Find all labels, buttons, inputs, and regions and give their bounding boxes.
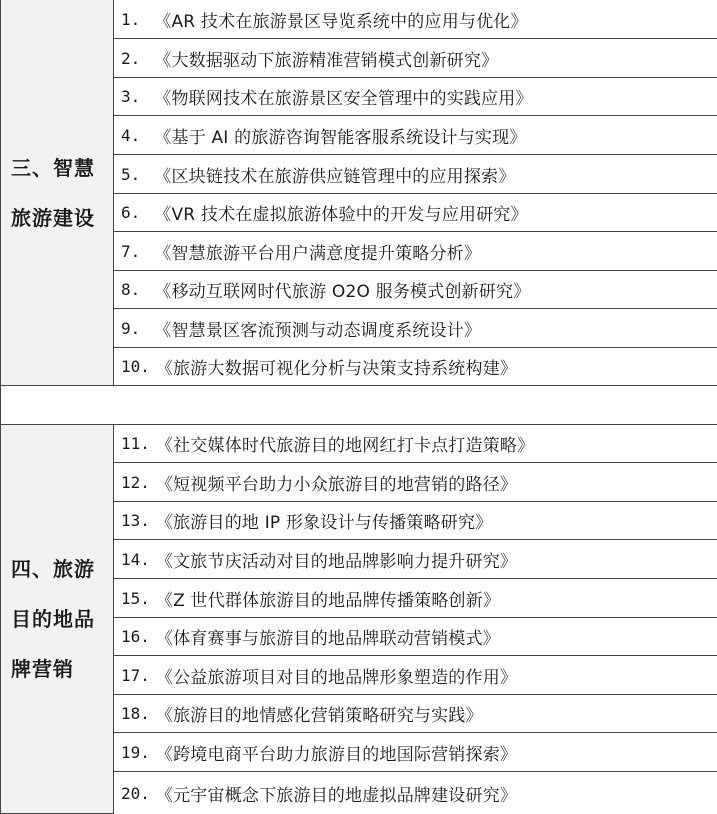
item-title: 《跨境电商平台助力旅游目的地国际营销探索》 (155, 744, 518, 765)
table-row (113, 502, 717, 540)
item-title: 《基于 AI 的旅游咨询智能客服系统设计与实现》 (154, 127, 527, 148)
item-number: 9. (121, 318, 141, 338)
item-title: 《社交媒体时代旅游目的地网红打卡点打造策略》 (155, 436, 535, 456)
table-row (113, 39, 717, 78)
category-label (11, 143, 95, 243)
item-number: 3. (121, 87, 141, 106)
item-number: 1. (121, 9, 141, 29)
item-title: 《旅游目的地情感化营销策略研究与实践》 (155, 706, 483, 726)
table-row (113, 618, 717, 656)
table-row (113, 155, 717, 194)
item-number: 6. (121, 203, 141, 222)
item-title: 《VR 技术在虚拟旅游体验中的开发与应用研究》 (154, 205, 528, 225)
item-number: 16. (121, 627, 150, 646)
item-number: 4. (121, 125, 141, 145)
item-number: 11. (121, 434, 150, 453)
category-line: 目的地品 (11, 607, 95, 631)
item-title: 《Z 世代群体旅游目的地品牌传播策略创新》 (155, 590, 501, 611)
item-title: 《短视频平台助力小众旅游目的地营销的路径》 (155, 474, 518, 495)
item-number: 13. (121, 511, 150, 530)
item-title: 《大数据驱动下旅游精准营销模式创新研究》 (154, 50, 499, 71)
table-row (113, 463, 717, 502)
item-title: 《旅游大数据可视化分析与决策支持系统构建》 (155, 359, 518, 379)
category-cell-smart-tourism (0, 0, 114, 386)
item-title: 《文旅节庆活动对目的地品牌影响力提升研究》 (155, 551, 518, 572)
category-label (11, 544, 95, 694)
item-number: 8. (121, 280, 141, 299)
table-row (113, 425, 717, 463)
table-row (113, 772, 717, 814)
item-number: 15. (121, 588, 150, 608)
table-row (113, 540, 717, 579)
item-title: 《元宇宙概念下旅游目的地虚拟品牌建设研究》 (155, 785, 518, 806)
table-row (113, 309, 717, 348)
category-line: 牌营销 (11, 657, 74, 681)
category-line: 旅游建设 (11, 205, 95, 230)
item-number: 12. (121, 472, 150, 492)
category-cell-destination-branding (0, 425, 114, 814)
item-title: 《旅游目的地 IP 形象设计与传播策略研究》 (155, 513, 493, 533)
category-line: 三、智慧 (11, 155, 95, 180)
item-title: 《移动互联网时代旅游 O2O 服务模式创新研究》 (154, 282, 531, 302)
item-title: 《区块链技术在旅游供应链管理中的应用探索》 (154, 166, 516, 187)
table-row (113, 579, 717, 618)
table-row (113, 733, 717, 772)
item-number: 14. (121, 549, 150, 569)
item-title: 《体育赛事与旅游目的地品牌联动营销模式》 (155, 629, 500, 649)
table-row (113, 348, 717, 386)
table-row (113, 271, 717, 309)
item-number: 19. (121, 742, 150, 762)
item-title: 《智慧景区客流预测与动态调度系统设计》 (154, 320, 482, 341)
spacer-row-left (0, 386, 114, 425)
item-number: 2. (121, 48, 141, 68)
item-title: 《智慧旅游平台用户满意度提升策略分析》 (154, 243, 482, 264)
table-row (113, 194, 717, 232)
table-row (113, 0, 717, 39)
item-number: 17. (121, 665, 150, 685)
table-row (113, 232, 717, 271)
table-row (113, 656, 717, 695)
table-row (113, 695, 717, 733)
item-title: 《物联网技术在旅游景区安全管理中的实践应用》 (154, 89, 533, 109)
item-title: 《公益旅游项目对目的地品牌形象塑造的作用》 (155, 667, 518, 688)
item-number: 10. (121, 357, 150, 376)
item-number: 7. (121, 241, 141, 261)
item-title: 《AR 技术在旅游景区导览系统中的应用与优化》 (154, 11, 528, 32)
table-row (113, 116, 717, 155)
item-number: 20. (121, 783, 150, 803)
category-line: 四、旅游 (11, 557, 95, 581)
spacer-row-right (113, 386, 717, 425)
item-number: 5. (121, 164, 141, 184)
item-number: 18. (121, 704, 150, 723)
table-row (113, 78, 717, 116)
